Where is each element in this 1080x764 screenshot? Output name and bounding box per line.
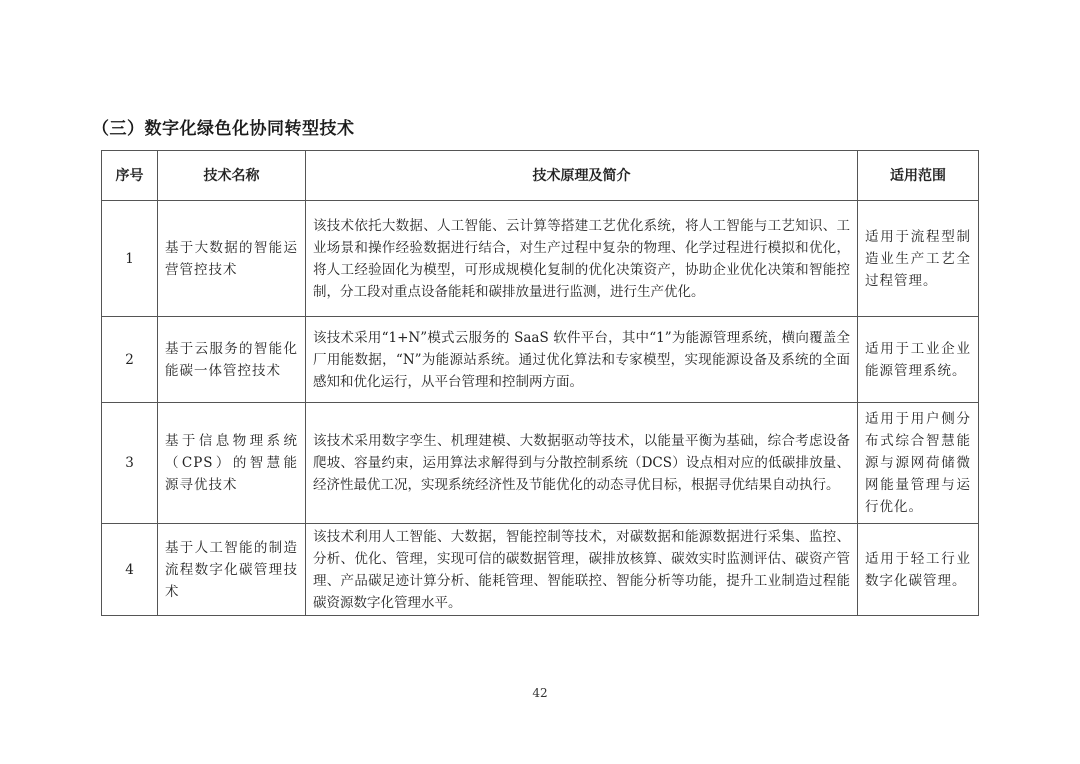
table-row bbox=[102, 524, 979, 616]
header-principle: 技术原理及简介 bbox=[306, 151, 858, 201]
table-header-row bbox=[102, 151, 979, 201]
row-description: 该技术利用人工智能、大数据，智能控制等技术，对碳数据和能源数据进行采集、监控、分析、优化、管理，实现可信的碳数据管理，碳排放核算、碳效实时监测评估、碳资产管理、产品碳足迹计算分析、能耗管理、智能联控、智能分析等功能，提升工业制造过程能碳资源数字化管理水平。 bbox=[306, 524, 858, 616]
row-number: 1 bbox=[102, 201, 158, 317]
row-scope: 适用于流程型制造业生产工艺全过程管理。 bbox=[858, 201, 979, 317]
row-tech-name: 基于人工智能的制造流程数字化碳管理技术 bbox=[158, 524, 306, 616]
row-description: 该技术采用“1+N”模式云服务的 SaaS 软件平台，其中“1”为能源管理系统，横向覆盖全厂用能数据，“N”为能源站系统。通过优化算法和专家模型，实现能源设备及系统的全面感知和优化运行，从平台管理和控制两方面。 bbox=[306, 317, 858, 403]
header-scope: 适用范围 bbox=[858, 151, 979, 201]
row-number: 4 bbox=[102, 524, 158, 616]
table-row bbox=[102, 403, 979, 524]
row-number: 3 bbox=[102, 403, 158, 524]
row-description: 该技术依托大数据、人工智能、云计算等搭建工艺优化系统，将人工智能与工艺知识、工业场景和操作经验数据进行结合，对生产过程中复杂的物理、化学过程进行模拟和优化，将人工经验固化为模型，可形成规模化复制的优化决策资产，协助企业优化决策和智能控制，分工段对重点设备能耗和碳排放量进行监测，进行生产优化。 bbox=[306, 201, 858, 317]
row-number: 2 bbox=[102, 317, 158, 403]
row-description: 该技术采用数字孪生、机理建模、大数据驱动等技术，以能量平衡为基础，综合考虑设备爬坡、容量约束，运用算法求解得到与分散控制系统（DCS）设点相对应的低碳排放量、经济性最优工况，实现系统经济性及节能优化的动态寻优目标，根据寻优结果自动执行。 bbox=[306, 403, 858, 524]
technology-table bbox=[101, 150, 979, 616]
row-tech-name: 基于云服务的智能化能碳一体管控技术 bbox=[158, 317, 306, 403]
row-tech-name: 基于信息物理系统（CPS）的智慧能源寻优技术 bbox=[158, 403, 306, 524]
row-scope: 适用于工业企业能源管理系统。 bbox=[858, 317, 979, 403]
table-row bbox=[102, 317, 979, 403]
section-title: （三）数字化绿色化协同转型技术 bbox=[92, 119, 355, 139]
header-number: 序号 bbox=[102, 151, 158, 201]
table-row bbox=[102, 201, 979, 317]
row-scope: 适用于用户侧分布式综合智慧能源与源网荷储微网能量管理与运行优化。 bbox=[858, 403, 979, 524]
row-scope: 适用于轻工行业数字化碳管理。 bbox=[858, 524, 979, 616]
row-tech-name: 基于大数据的智能运营管控技术 bbox=[158, 201, 306, 317]
page-number: 42 bbox=[532, 686, 548, 700]
header-tech-name: 技术名称 bbox=[158, 151, 306, 201]
